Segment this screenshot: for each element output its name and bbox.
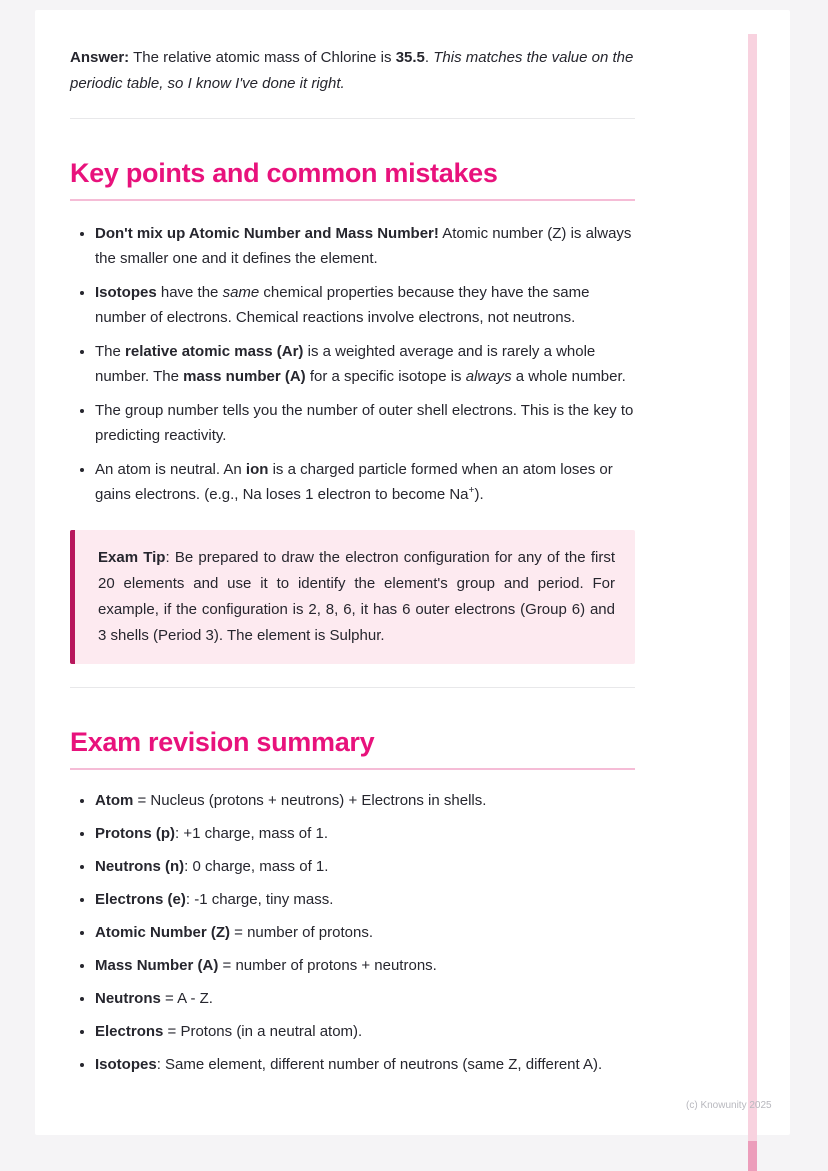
text-segment: ). — [474, 486, 484, 503]
text-segment: for a specific isotope is — [305, 368, 466, 385]
answer-paragraph — [70, 45, 635, 96]
text-segment: a whole number. — [511, 368, 626, 385]
text-segment: Don't mix up Atomic Number and Mass Number! — [95, 225, 439, 242]
list-item — [95, 339, 635, 389]
text-segment: : 0 charge, mass of 1. — [184, 858, 329, 875]
scrollbar-track[interactable] — [748, 34, 757, 1171]
section-divider — [70, 118, 635, 119]
key-points-title: Key points and common mistakes — [70, 158, 635, 201]
text-segment: Exam Tip — [98, 549, 166, 566]
list-item — [95, 887, 635, 912]
text-segment: = Nucleus (protons + neutrons) + Electrons in shells. — [133, 792, 487, 809]
document-card — [35, 10, 790, 1135]
text-segment: Isotopes — [95, 284, 157, 301]
list-item — [95, 221, 635, 271]
text-segment: Atom — [95, 792, 134, 809]
text-segment: : -1 charge, tiny mass. — [185, 891, 334, 908]
scrollbar-thumb[interactable] — [748, 1141, 757, 1171]
text-segment: Atomic number (Z) is always the smaller one and it defines the element. — [95, 225, 632, 267]
text-segment: Electrons (e) — [95, 891, 186, 908]
text-segment: = A - Z. — [160, 990, 213, 1007]
list-item — [95, 398, 635, 448]
text-segment: Electrons — [95, 1023, 164, 1040]
text-segment: Atomic Number (Z) — [95, 924, 230, 941]
text-segment: An atom is neutral. An — [95, 461, 246, 478]
text-segment: is a weighted average and is rarely a whole number. The — [95, 343, 596, 385]
text-segment: Neutrons — [95, 990, 161, 1007]
list-item — [95, 854, 635, 879]
text-segment: : Same element, different number of neutrons (same Z, different A). — [156, 1056, 603, 1073]
text-segment: The — [95, 343, 126, 360]
list-item — [95, 986, 635, 1011]
text-segment: have the — [156, 284, 223, 301]
text-segment: = number of protons. — [230, 924, 373, 941]
exam-tip-text — [98, 545, 615, 649]
text-segment: + — [468, 485, 475, 496]
document-content — [70, 45, 635, 1077]
section-key-points — [70, 158, 635, 507]
text-segment: The relative atomic mass of Chlorine is — [129, 49, 396, 66]
list-item — [95, 280, 635, 330]
text-segment: . — [424, 49, 434, 66]
key-points-list — [70, 221, 635, 507]
list-item — [95, 1019, 635, 1044]
section-divider — [70, 687, 635, 688]
text-segment: always — [465, 368, 512, 385]
text-segment: = Protons (in a neutral atom). — [163, 1023, 363, 1040]
text-segment: Neutrons (n) — [95, 858, 185, 875]
list-item — [95, 920, 635, 945]
text-segment: Answer: — [70, 49, 130, 66]
text-segment: Mass Number (A) — [95, 957, 219, 974]
text-segment: The group number tells you the number of outer shell electrons. This is the key to predicting reactivity. — [95, 402, 634, 444]
text-segment: chemical properties because they have the same number of electrons. Chemical reactions involve electrons, not neutrons. — [95, 284, 590, 326]
text-segment: mass number (A) — [183, 368, 306, 385]
section-revision-summary — [70, 727, 635, 1077]
revision-summary-list — [70, 788, 635, 1077]
text-segment: = number of protons + neutrons. — [218, 957, 437, 974]
list-item — [95, 821, 635, 846]
text-segment: ion — [245, 461, 269, 478]
list-item — [95, 953, 635, 978]
text-segment: Protons (p) — [95, 825, 175, 842]
text-segment: is a charged particle formed when an atom loses or gains electrons. (e.g., Na loses 1 electron to become Na — [95, 461, 613, 503]
text-segment: This matches the value on the periodic table, so I know I've done it right. — [70, 49, 634, 92]
text-segment: same — [222, 284, 260, 301]
text-segment: : Be prepared to draw the electron configuration for any of the first 20 elements and use it to identify the element's group and period. For example, if the configuration is 2, 8, 6, it has 6 outer electrons (Group 6) and 3 shells (Period 3). The element is Sulphur. — [98, 549, 615, 644]
revision-summary-title: Exam revision summary — [70, 727, 635, 770]
text-segment: : +1 charge, mass of 1. — [175, 825, 328, 842]
text-segment: relative atomic mass (Ar) — [125, 343, 304, 360]
list-item — [95, 788, 635, 813]
list-item — [95, 1052, 635, 1077]
text-segment: 35.5 — [395, 49, 425, 66]
list-item — [95, 457, 635, 507]
copyright-note: (c) Knowunity 2025 — [686, 1100, 772, 1111]
text-segment: Isotopes — [95, 1056, 157, 1073]
exam-tip-callout — [70, 530, 635, 664]
